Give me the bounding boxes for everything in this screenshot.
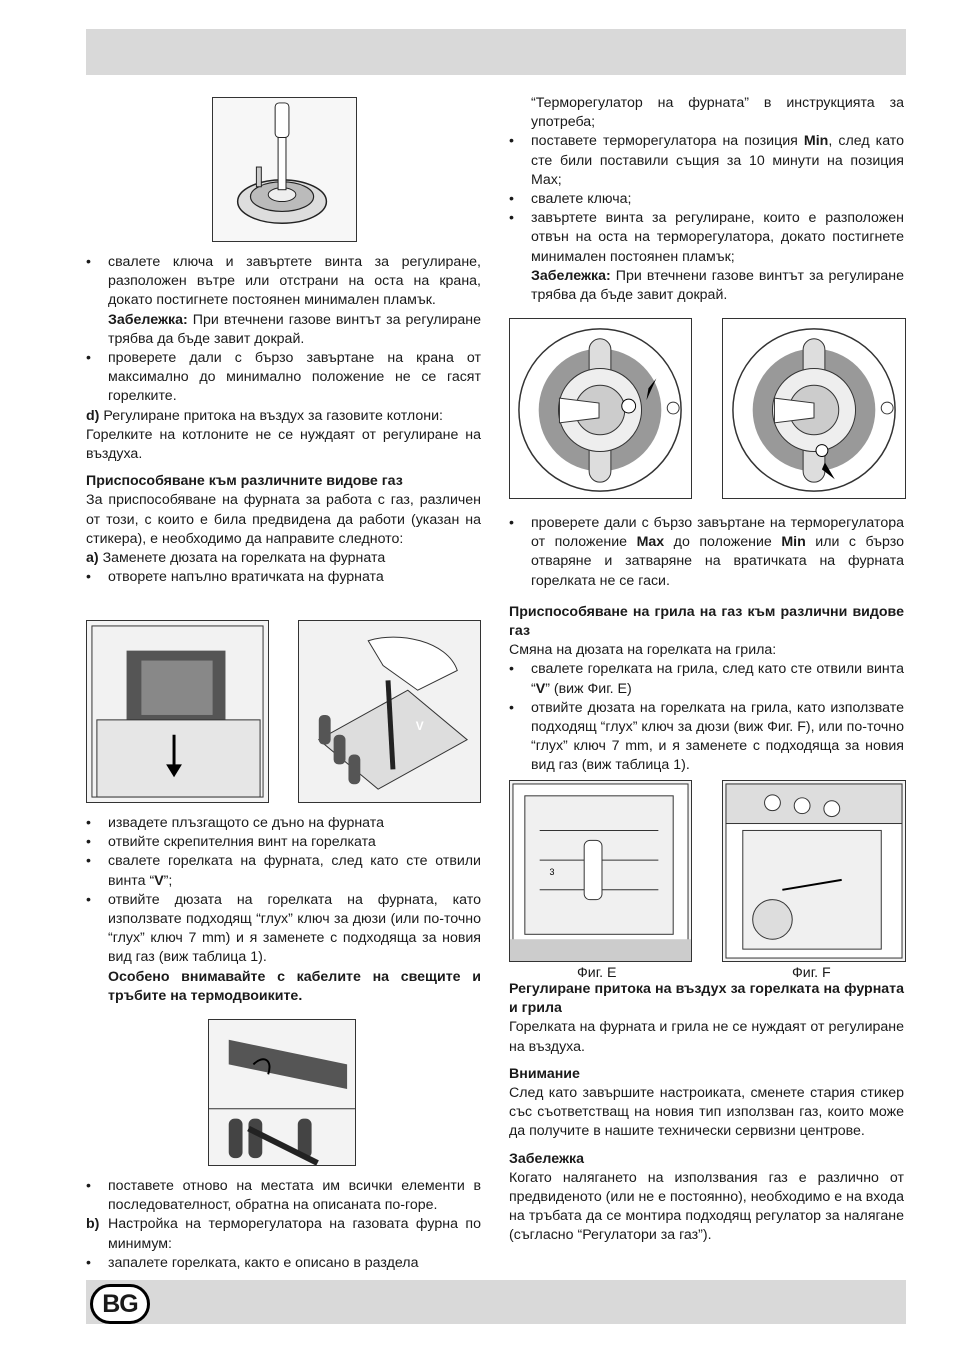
v-label: V (154, 872, 164, 889)
bullet-text: отворете напълно вратичката на фурната (108, 569, 384, 586)
section-heading: Забележка (509, 1150, 585, 1167)
paragraph: За приспособяване на фурната за работа с газ, различен от този, с които е била предвидена да работи (указан на стикера), е необходимо да направите следното: (86, 492, 481, 547)
bullet-text: ”; (163, 872, 173, 889)
fig-mark: 3 (549, 866, 555, 877)
figure-thermostat-left (509, 318, 692, 499)
left-column-3: • поставете отново на местата им всички елементи в последователност, обратна на описаната по-горе. b) Настройка на терморегулатора на газовата фурна по минимум: • запалете горелката, както е описано в раздела (86, 1178, 481, 1271)
bullet-text: до положение (664, 534, 782, 551)
bullet-text: , след като сте били поставили същия за 10 минути на позиция Max; (531, 133, 904, 188)
min-label: Min (803, 133, 829, 150)
right-column: “Терморегулатор на фурната” в инструкцията за употреба; • поставете терморегулатора на позиция Min, след като сте били поставили същия за 10 минути на позиция Max; • свалете ключа; • завъртете винта за регулиране, които е разположен отвън на оста на терморегулатора, докато постигнете минимален постоянен пламък; Забележка: При втечнени газове винтът за регулиране трябва да бъде завит докрай. (509, 95, 904, 304)
bullet-text: проверете дали с бързо завъртане на терморегулатора от положение (531, 515, 904, 551)
bullet-text: свалете ключа и завъртете винта за регулиране, разположен вътре или отстрани на оста на крана, докато постигнете постоянен минимален пламък. (108, 254, 481, 309)
figure-oven-bottom (86, 620, 269, 803)
step-label: d) (86, 407, 100, 424)
note-text: При втечнени газове винтът за регулиране трябва да бъде завит докрай. (531, 267, 904, 304)
paragraph: “Терморегулатор на фурната” в инструкцията за употреба; (531, 95, 904, 131)
figure-e (509, 780, 692, 962)
section-heading: Приспособяване на грила на газ към различни видове газ (509, 603, 904, 640)
bullet-text: отвийте дюзата на горелката на фурната, като използвате подходящ “глух” ключ за дюзи (или по-точно “глух” ключ 7 mm) и я заменете с подходяща за новия вид газ (виж таблица 1). (108, 891, 481, 966)
bullet-text: отвийте скрепителния винт на горелката (108, 834, 376, 851)
paragraph: Когато налягането на използвания газ е различно от предвиденото (или не е постоянно), необходимо е на входа на тръбата да се монтира подходящ регулатор за налягане (съгласно “Регулатори за газ”). (509, 1169, 904, 1244)
figure-thermostat-right (722, 318, 906, 499)
min-label: Min (781, 534, 806, 551)
max-label: Max (636, 534, 665, 551)
bullet-text: завъртете винта за регулиране, които е разположен отвън на оста на терморегулатора, докато постигнете минимален постоянен пламък; (531, 210, 904, 265)
note-label: Забележка: (531, 267, 611, 284)
figure-nozzle-wrench (208, 1019, 356, 1166)
step-label: b) (86, 1216, 100, 1233)
warning-text: Особено внимавайте с кабелите на свещите и тръбите на термодвоиките. (108, 968, 481, 1004)
section-heading: Внимание (509, 1065, 580, 1082)
paragraph: Горелките на котлоните не се нуждаят от регулиране на въздуха. (86, 426, 481, 463)
header-bar (86, 29, 906, 75)
paragraph: Смяна на дюзата на горелката на грила: (509, 642, 777, 659)
bullet-text: ” (виж Фиг. E) (545, 680, 632, 697)
left-column-2: • извадете плъзгащото се дъно на фурната • отвийте скрепителния винт на горелката • свалете горелката на фурната, след като сте отвили винта “V”; • отвийте дюзата на горелката на фурната, като използвате подходящ “глух” ключ за дюзи (или по-точно “глух” ключ 7 mm) и я заменете с подходяща за новия вид газ (виж таблица 1). Особено внимавайте с кабелите на свещите и тръбите на термодвоиките. (86, 815, 481, 1004)
bullet-text: свалете горелката на фурната, след като сте отвили винта “ (108, 853, 481, 889)
paragraph: Горелката на фурната и грила не се нуждаят от регулиране на въздуха. (509, 1019, 904, 1055)
step-text: Регулиране притока на въздух за газовите котлони: (103, 407, 443, 424)
figure-burner-removal (298, 620, 481, 803)
right-column-3 (509, 980, 904, 1246)
section-heading: Приспособяване към различните видове газ (86, 473, 403, 490)
bullet-text: извадете плъзгащото се дъно на фурната (108, 815, 384, 831)
v-mark: V (415, 718, 424, 733)
bullet-text: поставете терморегулатора на позиция (531, 133, 804, 150)
note-text: При втечнени газове винтът за регулиране трябва да бъде завит докрай. (108, 311, 481, 347)
fig-f-caption: Фиг. F (792, 965, 831, 981)
bullet-text: запалете горелката, както е описано в раздела (108, 1254, 419, 1271)
v-label: V (535, 680, 546, 697)
left-column: • свалете ключа и завъртете винта за регулиране, разположен вътре или отстрани на оста на крана, докато постигнете постоянен минимален пламък. Забележка: При втечнени газове винтът за регулиране трябва да бъде завит докрай. • проверете дали с бързо завъртане на крана от максимално до минимално положение не се гасят горелките. d) Регулиране притока на въздух за газовите котлони: Горелките на котлоните не се нуждаят от регулиране на въздуха. Приспособяване към различните видове газ За приспособяване на фурната за работа с газ, различен от този, с които е била предвидена да работи (указан на стикера), е необходимо да направите следното: a) Заменете дюзата на горелката на фурната • отворете напълно вратичката на фурната (86, 254, 481, 586)
bullet-text: поставете отново на местата им всички елементи в последователност, обратна на описаната по-горе. (108, 1178, 481, 1214)
bullet-text: отвийте дюзата на горелката на грила, като използвате подходящ “глух” ключ за дюзи (виж Фиг. F), или по-точно “глух” ключ 7 mm, и я заменете с подходяща за новия вид газ (виж таблица 1). (531, 699, 904, 774)
step-label: a) (86, 550, 99, 567)
step-text: Заменете дюзата на горелката на фурната (102, 550, 386, 567)
footer-bar (86, 1280, 906, 1324)
figure-f (722, 780, 906, 962)
bullet-text: проверете дали с бързо завъртане на крана от максимално до минимално положение не се гасят горелките. (108, 350, 481, 405)
right-column-2: • проверете дали с бързо завъртане на терморегулатора от положение Max до положение Min или с бързо отваряне и затваряне на вратичката на фурната горелката не се гаси. Приспособяване на грила на газ към различни видове газ Смяна на дюзата на горелката на грила: • свалете горелката на грила, след като сте отвили винта “V” (виж Фиг. E) • отвийте дюзата на горелката на грила, като използвате подходящ “глух” ключ за дюзи (виж Фиг. F), или по-точно “глух” ключ 7 mm, и я заменете с подходяща за новия вид газ (виж таблица 1). (509, 515, 904, 774)
bullet-text: или с бързо отваряне и затваряне на вратичката на фурната горелката не се гаси. (531, 534, 904, 589)
fig-e-caption: Фиг. E (577, 965, 617, 981)
note-label: Забележка: (108, 311, 188, 328)
bullet-text: свалете ключа; (531, 191, 632, 208)
step-text: Настройка на терморегулатора на газовата фурна по минимум: (108, 1216, 481, 1252)
figure-burner-screwdriver (212, 97, 357, 242)
paragraph: След като завършите настроиката, сменете стария стикер със съответстващ на новия тип използван газ, които може да получите в нашите технически сервизни центрове. (509, 1085, 904, 1140)
bullet-text: свалете горелката на грила, след като сте отвили винта “ (531, 661, 904, 697)
language-badge: BG (90, 1284, 150, 1324)
section-heading: Регулиране притока на въздух за горелката на фурната и грила (509, 981, 904, 1017)
